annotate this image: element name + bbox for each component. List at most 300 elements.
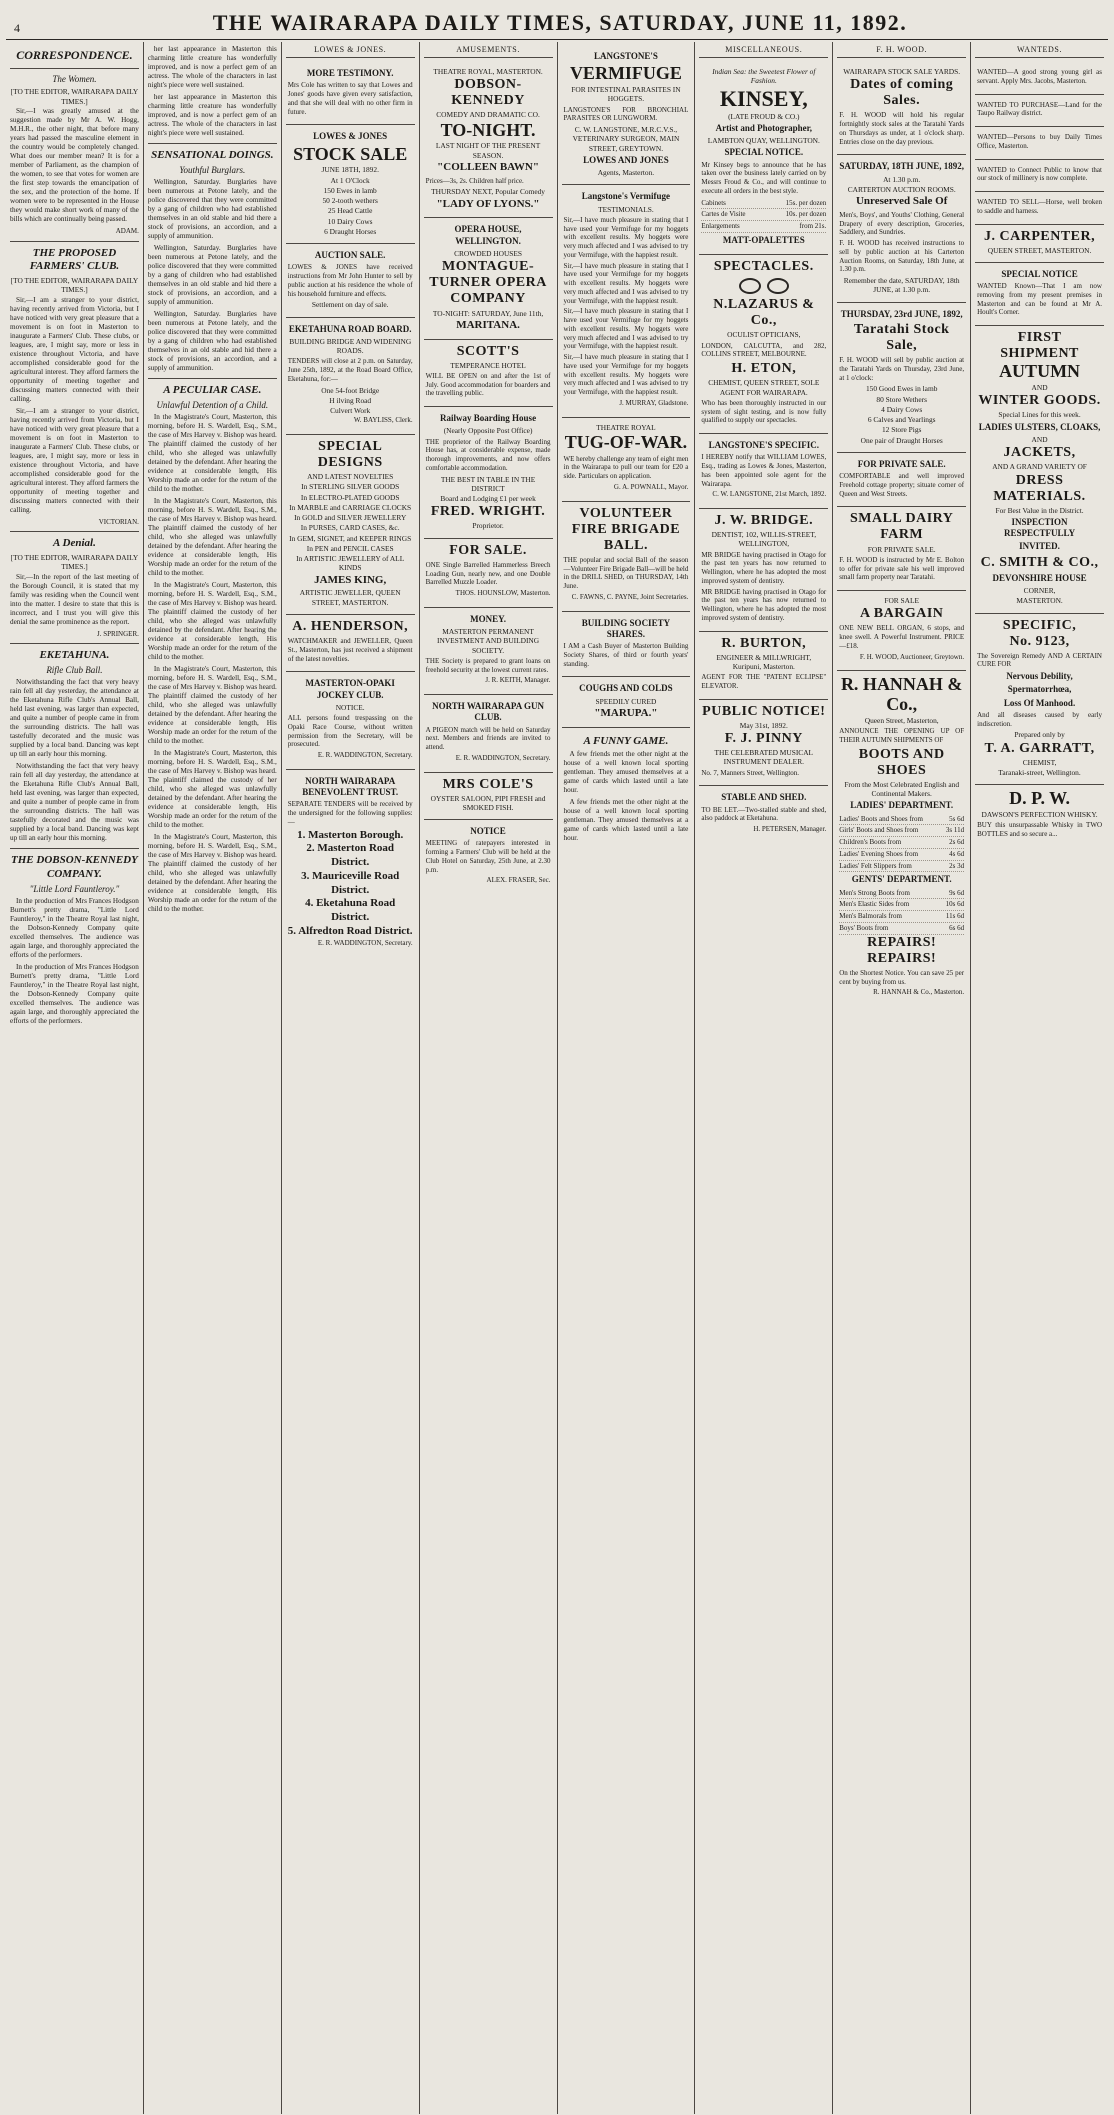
play-title: "COLLEEN BAWN" bbox=[437, 160, 539, 173]
article-body-cont-2: In the Magistrate's Court, Masterton, this morning, before H. S. Wardell, Esq., S.M., the case of Mrs Harvey v. Bishop was heard. The plaintiff claimed the custody of her child, who she alleged was unlawfully detained by the defendant. After hearing the evidence at considerable length, His Worship made an order for the return of the child to the mother. bbox=[147, 581, 277, 661]
ad-title: MRS COLE'S bbox=[442, 776, 534, 792]
ad-subtitle: FOR PRIVATE SALE. bbox=[867, 544, 936, 554]
ad-brand: LANGSTONE'S bbox=[594, 51, 658, 61]
ad-subtitle: TESTIMONIALS. bbox=[598, 204, 654, 214]
ad-title: EKETAHUNA ROAD BOARD. bbox=[288, 323, 412, 334]
jewel-item: In ELECTRO-PLATED GOODS bbox=[300, 492, 400, 502]
ad-location: LAMBTON QUAY, WELLINGTON. bbox=[707, 136, 820, 146]
ad-body: BUY this unsurpassable Whisky in TWO BOTTLES and so secure a... bbox=[977, 821, 1102, 839]
ad-note-2: For Best Value in the District. bbox=[995, 505, 1084, 515]
ad-body: THE popular and social Ball of the season—Volunteer Fire Brigade Ball—will be held in the DRILL SHED, on THURSDAY, 14th June. bbox=[563, 555, 689, 591]
road-board-ad bbox=[286, 318, 415, 436]
dentist-ad bbox=[699, 509, 828, 632]
column-fh-wood bbox=[833, 42, 971, 2114]
column-wanteds bbox=[971, 42, 1108, 2114]
stock-item: 150 Good Ewes in lamb bbox=[865, 384, 938, 394]
ad-product: BOOTS AND SHOES bbox=[858, 746, 945, 778]
ad-body: THE proprietor of the Railway Boarding House has, at considerable expense, made thorough improvements, and now offers comfortable accommodation. bbox=[425, 437, 551, 472]
special-notice-ad bbox=[975, 263, 1104, 326]
ad-title: J. CARPENTER, bbox=[984, 228, 1096, 244]
vermifuge-testimonials bbox=[562, 185, 691, 417]
ad-title: SPECTACLES. bbox=[713, 259, 814, 275]
ad-invite-2: INVITED. bbox=[1019, 541, 1060, 552]
railway-boarding-ad bbox=[424, 407, 553, 539]
ad-time: At 1.30 p.m. bbox=[883, 174, 921, 184]
testimonial-body: Sir,—I have much pleasure in stating that I have used your Vermifuge for my hoggets with excellent results. My hoggets were very much affected and I was advised to try your Vermifuge, with the happiest result. bbox=[563, 215, 689, 259]
ailment: Spermatorrhœa, bbox=[1007, 684, 1072, 695]
ad-subtitle: NOTICE. bbox=[335, 702, 365, 712]
ad-title: NORTH WAIRARAPA BENEVOLENT TRUST. bbox=[302, 775, 399, 798]
ad-conjunction: AND bbox=[1031, 383, 1048, 393]
ad-title: MASTERTON-OPAKI JOCKEY CLUB. bbox=[305, 678, 395, 700]
ad-address: QUEEN STREET, MASTERTON. bbox=[987, 245, 1092, 255]
ad-conjunction-2: AND A GRAND VARIETY OF bbox=[992, 462, 1087, 472]
price-row: Men's Strong Boots from 9s 6d bbox=[839, 888, 964, 900]
jewel-item: In GOLD and SILVER JEWELLERY bbox=[294, 513, 407, 523]
fire-brigade-ad bbox=[562, 502, 691, 612]
ad-footer: MATT-OPALETTES bbox=[722, 234, 805, 245]
column-correspondence bbox=[6, 42, 144, 2114]
retailer-name: C. SMITH & CO., bbox=[980, 554, 1099, 570]
taratahi-sale-ad bbox=[837, 303, 966, 453]
optician-locations: LONDON, CALCUTTA, and 282, COLLINS STREET, MELBOURNE. bbox=[701, 341, 827, 359]
ad-title: Railway Boarding House bbox=[440, 413, 537, 424]
column-miscellaneous bbox=[695, 42, 833, 2114]
ad-date: THURSDAY, 23rd JUNE, 1892, bbox=[840, 308, 963, 319]
ad-date: JUNE 18TH, 1892. bbox=[321, 165, 379, 175]
optician-title: OCULIST OPTICIANS, bbox=[727, 330, 801, 340]
column-langstone bbox=[558, 42, 696, 2114]
ad-title: SCOTT'S bbox=[456, 343, 520, 359]
ad-subtitle: FOR INTESTINAL PARASITES IN HOGGETS. bbox=[571, 85, 681, 104]
ad-title: Taratahi Stock Sale, bbox=[853, 321, 950, 354]
agent-name: H. ETON, bbox=[731, 361, 797, 377]
ad-venue: THEATRE ROYAL bbox=[596, 422, 656, 432]
ad-venue: OPERA HOUSE, WELLINGTON. bbox=[454, 224, 522, 246]
meeting-notice bbox=[424, 820, 553, 894]
organ-sale-ad bbox=[837, 591, 966, 671]
ad-items: Men's, Boys', and Youths' Clothing, General Drapery of every description, Groceries, Saddlery, and Sundries. bbox=[839, 210, 965, 237]
article-address: [TO THE EDITOR, WAIRARAPA DAILY TIMES.] bbox=[10, 553, 139, 572]
ad-title: SPECIAL DESIGNS bbox=[317, 439, 383, 471]
jewel-item: In MARBLE and CARRIAGE CLOCKS bbox=[289, 502, 412, 512]
vermifuge-ad bbox=[562, 45, 691, 185]
ad-title: VERMIFUGE bbox=[569, 63, 682, 84]
wanted-ad: WANTED—Persons to buy Daily Times Office, Masterton. bbox=[975, 127, 1104, 160]
ad-note: LAST NIGHT OF THE PRESENT SEASON. bbox=[435, 141, 541, 160]
stock-sale-ad bbox=[286, 125, 415, 244]
ad-signature: W. BAYLISS, Clerk. bbox=[353, 416, 413, 425]
retailer-house: DEVONSHIRE HOUSE bbox=[992, 572, 1087, 583]
ad-subtitle: (Nearly Opposite Post Office) bbox=[443, 426, 533, 436]
ad-title: A. HENDERSON, bbox=[292, 618, 409, 634]
ad-subtitle: MASTERTON PERMANENT INVESTMENT AND BUILDING SOCIETY. bbox=[437, 627, 540, 655]
jockey-club-ad bbox=[286, 672, 415, 770]
dept-title: GENTS' DEPARTMENT. bbox=[851, 874, 952, 885]
building-shares-ad bbox=[562, 612, 691, 678]
tender-district: 5. Alfredton Road District. bbox=[287, 924, 413, 937]
agent-title: CHEMIST, QUEEN STREET, SOLE AGENT FOR WAIRARAPA. bbox=[708, 378, 820, 397]
ad-next: THURSDAY NEXT, Popular Comedy bbox=[431, 187, 545, 197]
testimonial-body-3: Sir,—I have much pleasure in stating that I have used your Vermifuge for my hoggets with excellent results. My hoggets were very much affected and I was advised to try your Vermifuge, with the happiest result. bbox=[563, 307, 689, 351]
article-body: A few friends met the other night at the house of a well known local sporting gentleman. They amused themselves at a game of cards which lasted until a late hour. bbox=[563, 750, 689, 795]
ad-title: MONEY. bbox=[470, 613, 507, 624]
ad-title: MONTAGUE-TURNER OPERA COMPANY bbox=[429, 259, 547, 307]
ad-title: COUGHS AND COLDS bbox=[579, 683, 673, 694]
agents-location: Agents, Masterton. bbox=[597, 168, 655, 178]
stock-item: 4 Dairy Cows bbox=[881, 404, 923, 414]
ad-body: F. H. WOOD will sell by public auction at the Taratahi Yards on Thursday, 23rd June, at 1 o'clock: bbox=[839, 356, 965, 382]
wanted-ad: WANTED to Connect Public to know that our stock of millinery is now complete. bbox=[975, 160, 1104, 193]
ad-body: TO BE LET.—Two-stalled stable and shed, also paddock at Eketahuna. bbox=[701, 805, 827, 823]
ad-signature: E. R. WADDINGTON, Secretary. bbox=[317, 938, 413, 947]
ad-body: I HEREBY notify that WILLIAM LOWES, Esq., trading as Lowes & Jones, Masterton, has been appointed sole agent for the Wairarapa. bbox=[701, 453, 827, 488]
tender-district: 2. Masterton Road District. bbox=[306, 842, 395, 869]
ad-title: A BARGAIN bbox=[859, 606, 944, 622]
article-body: In the Magistrate's Court, Masterton, this morning, before H. S. Wardell, Esq., S.M., the case of Mrs Harvey v. Bishop was heard. The plaintiff claimed the custody of her child, who she alleged was unlawfully detained by the defendant. After hearing the evidence at considerable length, His Worship made an order for the return of the child to the mother. bbox=[147, 413, 277, 493]
ad-subtitle: OYSTER SALOON, PIPI FRESH and SMOKED FISH. bbox=[430, 793, 546, 812]
article-body-cont: Wellington, Saturday. Burglaries have been numerous at Petone lately, and the police discovered that they were committed by a gang of children who had established themselves in an old stable and hid there a stock of provisions, an accordion, and a supply of ammunition. bbox=[147, 244, 277, 306]
ad-title: SPECIFIC, bbox=[1002, 617, 1077, 633]
sale-yards-ad bbox=[837, 62, 966, 155]
ad-title: AUCTION SALE. bbox=[314, 250, 386, 261]
article-body-cont: A few friends met the other night at the house of a well known local sporting gentleman. They amused themselves at a game of cards which lasted until a late hour. bbox=[563, 798, 689, 843]
ad-note: THE BEST IN TABLE IN THE DISTRICT bbox=[440, 474, 536, 493]
kinsey-ad bbox=[699, 62, 828, 255]
stock-item: 50 2-tooth wethers bbox=[322, 196, 378, 206]
ad-tonight: TO-NIGHT. bbox=[440, 119, 536, 140]
gun-sale-ad bbox=[424, 539, 553, 608]
ad-product-3: DRESS MATERIALS. bbox=[993, 472, 1086, 504]
ailment: Nervous Debility, bbox=[1006, 671, 1073, 682]
price-row: Ladies' Evening Shoes from 4s 6d bbox=[839, 849, 964, 861]
ad-body: Who has been thoroughly instructed in our system of sight testing, and is now fully qualified to supply our spectacles. bbox=[701, 398, 827, 425]
specific-remedy-ad bbox=[975, 614, 1104, 786]
ailment: Loss Of Manhood. bbox=[1003, 697, 1076, 708]
proprietor-name: FRED. WRIGHT. bbox=[430, 504, 546, 520]
tender-district: 4. Eketahuna Road District. bbox=[305, 897, 396, 924]
agents-name: LOWES AND JONES bbox=[583, 154, 669, 165]
ad-signature: F. H. WOOD, Auctioneer, Greytown. bbox=[859, 652, 965, 661]
tug-of-war-ad bbox=[562, 418, 691, 502]
price-row: Children's Boots from 2s 6d bbox=[839, 837, 964, 849]
price-row: Girls' Boots and Shoes from 3s 11d bbox=[839, 825, 964, 837]
article-address: [TO THE EDITOR, WAIRARAPA DAILY TIMES.] bbox=[10, 87, 139, 106]
testimonial-signature: J. MURRAY, Gladstone. bbox=[619, 398, 689, 407]
theatre-ad bbox=[424, 62, 553, 218]
ad-signature: THOS. HOUNSLOW, Masterton. bbox=[455, 589, 551, 598]
ad-body: MR BRIDGE having practised in Otago for the past ten years has now returned to Wellington, where he has adopted the most improved system of dentistry. bbox=[701, 550, 827, 585]
opera-title: MARITANA. bbox=[456, 318, 520, 331]
tender-district: 1. Masterton Borough. bbox=[297, 828, 404, 841]
ad-trade: Artist and Photographer, bbox=[715, 122, 813, 133]
scotts-hotel-ad bbox=[424, 340, 553, 408]
ad-body: Mr Kinsey begs to announce that he has taken over the business lately carried on by Messrs Froud & Co., and will continue to execute all orders in the best style. bbox=[701, 160, 827, 195]
auction-sale-ad bbox=[286, 244, 415, 318]
stock-item: 12 Store Pigs bbox=[881, 425, 922, 435]
ad-title: NORTH WAIRARAPA GUN CLUB. bbox=[432, 701, 544, 723]
optician-name: N.LAZARUS & Co., bbox=[713, 297, 815, 329]
ad-body: SEPARATE TENDERS will be received by the undersigned for the following supplies:— bbox=[287, 800, 413, 826]
dairy-farm-ad bbox=[837, 507, 966, 591]
price-row: Men's Balmorals from 11s 6d bbox=[839, 911, 964, 923]
chemist-title: CHEMIST, bbox=[1022, 757, 1057, 767]
coughs-ad bbox=[562, 677, 691, 727]
article-body-cont: Sir,—I am a stranger to your district, having recently arrived from Victoria, but I have noticed with very great pleasure that a movement is on foot in Masterton to inaugurate a Farmers' Club. These clubs, or leagues, are, I might say, more or less in existence throughout Victoria, and have accomplished considerable good for the agricultural interest. They afford farmers the opportunity of meeting together and discussing matters connected with their calling. bbox=[10, 406, 139, 514]
ad-rate: Board and Lodging £1 per week bbox=[440, 494, 536, 504]
ad-title: SPECIAL NOTICE bbox=[1001, 268, 1078, 279]
price-row: Ladies' Felt Slippers from 2s 3d bbox=[839, 861, 964, 873]
ad-body: I AM a Cash Buyer of Masterton Building Society Shares, of third or fourth years' standing. bbox=[563, 642, 689, 668]
ad-signature: G. A. POWNALL, Mayor. bbox=[613, 482, 689, 491]
retailer-corner: CORNER, bbox=[1023, 586, 1056, 596]
article-body-cont: In the Magistrate's Court, Masterton, this morning, before H. S. Wardell, Esq., S.M., the case of Mrs Harvey v. Bishop was heard. The plaintiff claimed the custody of her child, who she alleged was unlawfully detained by the defendant. After hearing the evidence at considerable length, His Worship made an order for the return of the child to the mother. bbox=[147, 497, 277, 577]
hannah-ad bbox=[837, 671, 966, 1006]
article-title: A FUNNY GAME. bbox=[583, 734, 669, 747]
henderson-ad bbox=[286, 615, 415, 672]
ad-headline: FIRST SHIPMENT bbox=[1000, 330, 1079, 362]
article-body: Sir,—In the report of the last meeting of the Borough Council, it is stated that my family was residing when the Council went into the matter. I desire to state that this is incorrect, and I trust you will give this denial the same prominence as the report. bbox=[10, 572, 139, 626]
ad-body: AGENT FOR THE "PATENT ECLIPSE" ELEVATOR. bbox=[701, 673, 827, 690]
funny-game-article bbox=[562, 728, 691, 853]
article-signature: ADAM. bbox=[115, 226, 139, 235]
article-body: Wellington, Saturday. Burglaries have been numerous at Petone lately, and the police discovered that they were committed by a gang of children who had established themselves in an old stable and hid there a stock of provisions, an accordion, and a supply of ammunition. bbox=[147, 178, 277, 240]
ad-signature: C. W. LANGSTONE, M.R.C.V.S., VETERINARY SURGEON, MAIN STREET, GREYTOWN. bbox=[572, 125, 680, 153]
jewel-item: In ARTISTIC JEWELLERY of ALL KINDS bbox=[296, 554, 405, 573]
ad-subtitle: AND LATEST NOVELTIES bbox=[307, 472, 394, 482]
ad-title: J. W. BRIDGE. bbox=[714, 513, 814, 529]
ad-season-2: WINTER GOODS. bbox=[978, 393, 1101, 409]
ad-product-sub: From the Most Celebrated English and Continental Makers. bbox=[844, 779, 960, 799]
jeweller-name: JAMES KING, bbox=[314, 573, 387, 586]
price-row: Ladies' Boots and Shoes from 5s 6d bbox=[839, 814, 964, 826]
ad-signature: H. PETERSEN, Manager. bbox=[753, 825, 827, 834]
jewel-item: In PURSES, CARD CASES, &c. bbox=[300, 523, 400, 533]
jewel-item: In PEN and PENCIL CASES bbox=[306, 543, 394, 553]
winter-goods-ad bbox=[975, 326, 1104, 613]
ad-body: WE hereby challenge any team of eight men in the Wairarapa to pull our team for £20 a side. Particulars on application. bbox=[563, 454, 689, 481]
ad-body: COMFORTABLE and well improved Freehold cottage property; situate corner of Queen and West Streets. bbox=[839, 472, 965, 498]
column-heading: F. H. WOOD. bbox=[837, 45, 966, 58]
article-body-cont: In the production of Mrs Frances Hodgson Burnett's pretty drama, "Little Lord Fauntleroy," in the Theatre Royal last night, the Dobson-Kennedy Company quite excelled themselves. The audience was again large, and thoroughly appreciated the efforts of the performers. bbox=[10, 963, 139, 1025]
ad-notice-title: SPECIAL NOTICE. bbox=[724, 147, 804, 158]
price-row: Boys' Boots from 6s 6d bbox=[839, 923, 964, 935]
chemist-name: T. A. GARRATT, bbox=[984, 740, 1095, 756]
article-body-cont-2: Wellington, Saturday. Burglaries have been numerous at Petone lately, and the police discovered that they were committed by a gang of children who had established themselves in an old stable and hid there a stock of provisions, an accordion, and a supply of ammunition. bbox=[147, 310, 277, 372]
article-subtitle: Rifle Club Ball. bbox=[46, 665, 103, 675]
column-heading: MISCELLANEOUS. bbox=[699, 45, 828, 58]
article-body: Sir,—I was greatly amused at the suggestion made by Mr A. W. Hogg, M.H.R., the other night, that before many years had passed the masculine element in the country would be completely changed. What does our member mean? It is for a member of Parliament, as the champion of the women, to see that votes for women are the first step towards the emancipation of the sex, and the protection of the home. If women were to be represented in the House they would make short work of many of the bills which are continually being passed. bbox=[10, 106, 139, 223]
ad-body: F. H. WOOD has received instructions to sell by public auction at his Carterton Auction Rooms, on Saturday, 18th June, at 1.30 p.m. bbox=[839, 239, 965, 274]
ad-title: R. HANNAH & Co., bbox=[840, 674, 963, 715]
spectacles-icon bbox=[701, 278, 826, 294]
ad-signature: E. R. WADDINGTON, Secretary. bbox=[455, 753, 551, 762]
private-sale-ad bbox=[837, 453, 966, 508]
ad-body-2: And all diseases caused by early indiscretion. bbox=[977, 710, 1102, 728]
ad-body: WATCHMAKER and JEWELLER, Queen St., Masterton, has just received a shipment of the latest novelties. bbox=[287, 637, 413, 663]
article-body: her last appearance in Masterton this charming little creature has wonderfully improved, and is now a perfect gem of an actress. The whole of the characters in last night's piece were well sustained. bbox=[147, 45, 277, 89]
ad-signature: J. R. KEITH, Manager. bbox=[485, 676, 551, 685]
price-row: Cabinets 15s. per dozen bbox=[701, 198, 826, 210]
article-body-cont: Notwithstanding the fact that very heavy rain fell all day yesterday, the attendance at the Eketahuna Rifle Club's Annual Ball, held last evening, was larger than expected, and quite a number of people came in from the surrounding districts. The hall was tastefully decorated and the music was supplied by a local band. Dancing was kept up till an early hour this morning. bbox=[10, 762, 139, 843]
whisky-ad bbox=[975, 785, 1104, 847]
ad-subtitle: SPEEDILY CURED bbox=[595, 696, 657, 706]
ad-body: Mrs Cole has written to say that Lowes and Jones' goods have given every satisfaction, and that she will deal with no other firm in future. bbox=[287, 81, 413, 116]
dept-title: LADIES' DEPARTMENT. bbox=[850, 800, 954, 811]
stock-item: 25 Head Cattle bbox=[328, 206, 373, 216]
column-amusements bbox=[420, 42, 558, 2114]
price-row: Cartes de Visite 10s. per dozen bbox=[701, 209, 826, 221]
article-title: A Denial. bbox=[53, 537, 96, 550]
stock-item: One pair of Draught Horses bbox=[860, 435, 943, 445]
ad-prepared: Prepared only by bbox=[1014, 730, 1065, 740]
ad-note: CROWDED HOUSES bbox=[454, 248, 523, 258]
tender-item: One 54-foot Bridge bbox=[321, 385, 380, 395]
tender-item: Culvert Work bbox=[330, 406, 371, 416]
article-body-cont-3: In the Magistrate's Court, Masterton, this morning, before H. S. Wardell, Esq., S.M., the case of Mrs Harvey v. Bishop was heard. The plaintiff claimed the custody of her child, who she alleged was unlawfully detained by the defendant. After hearing the evidence at considerable length, His Worship made an order for the return of the child to the mother. bbox=[147, 665, 277, 745]
article-title: THE DOBSON-KENNEDY COMPANY. bbox=[11, 854, 138, 880]
ad-title: MORE TESTIMONY. bbox=[306, 68, 394, 78]
article-body: Sir,—I am a stranger to your district, having recently arrived from Victoria, but I have noticed with very great pleasure that a movement is on foot in Masterton to inaugurate a Farmers' Club. These clubs, or leagues, are, I might say, more or less in existence throughout Victoria, and have accomplished considerable good for the agricultural interest. They afford farmers the opportunity of meeting together and discussing matters connected with their calling. bbox=[10, 295, 139, 403]
article-signature: J. SPRINGER. bbox=[97, 629, 139, 638]
carterton-sale-ad bbox=[837, 155, 966, 302]
article-body-cont: her last appearance in Masterton this charming little creature has wonderfully improved, and is now a perfect gem of an actress. The whole of the characters in last night's piece were well sustained. bbox=[147, 93, 277, 137]
ad-title: Dates of coming Sales. bbox=[850, 77, 954, 109]
ad-title: PUBLIC NOTICE! bbox=[702, 703, 826, 719]
article-body-cont-4: In the Magistrate's Court, Masterton, this morning, before H. S. Wardell, Esq., S.M., the case of Mrs Harvey v. Bishop was heard. The plaintiff claimed the custody of her child, who she alleged was unlawfully detained by the defendant. After hearing the evidence at considerable length, His Worship made an order for the return of the child to the mother. bbox=[147, 749, 277, 829]
tender-item: H ilving Road bbox=[329, 395, 372, 405]
spectacles-ad bbox=[699, 255, 828, 434]
benevolent-ad bbox=[286, 770, 415, 957]
column-heading: AMUSEMENTS. bbox=[424, 45, 553, 58]
ad-conjunction: AND bbox=[1031, 434, 1048, 444]
ad-body: LANGSTONE'S FOR BRONCHIAL PARASITES OR LUNGWORM. bbox=[563, 105, 689, 123]
column-heading: WANTEDS. bbox=[975, 45, 1104, 58]
ad-body: ANNOUNCE THE OPENING UP OF THEIR AUTUMN SHIPMENTS OF bbox=[839, 727, 965, 744]
page-number: 4 bbox=[14, 21, 20, 35]
stock-item: 6 Calves and Yearlings bbox=[867, 415, 936, 425]
ad-title: Unreserved Sale Of bbox=[855, 195, 948, 208]
article-title: SENSATIONAL DOINGS. bbox=[151, 149, 274, 161]
ad-body: LOWES & JONES have received instructions from Mr John Hunter to sell by public auction at his residence the whole of his household furniture and effects. bbox=[287, 263, 413, 298]
ad-title: Langstone's Vermifuge bbox=[581, 191, 671, 202]
jewel-item: In GEM, SIGNET, and KEEPER RINGS bbox=[289, 533, 412, 543]
stable-ad bbox=[699, 786, 828, 843]
ad-title: VOLUNTEER FIRE BRIGADE BALL. bbox=[571, 505, 681, 553]
oyster-saloon-ad bbox=[424, 773, 553, 821]
article-body: Notwithstanding the fact that very heavy rain fell all day yesterday, the attendance at the Eketahuna Rifle Club's Annual Ball, held last evening, was larger than expected, and quite a number of people came in from the surrounding districts. The hall was tastefully decorated and the music was supplied by a local band. Dancing was kept up till an early hour this morning. bbox=[10, 678, 139, 759]
testimonial-body-2: Sir,—I have much pleasure in stating that I have used your Vermifuge for my hoggets with excellent results. My hoggets were very much affected and I was advised to try your Vermifuge, with the happiest result. bbox=[563, 261, 689, 305]
ad-kicker: FOR SALE bbox=[884, 596, 920, 606]
ad-title: TUG-OF-WAR. bbox=[564, 431, 688, 452]
wanted-ad: WANTED—A good strong young girl as servant. Apply Mrs. Jacobs, Masterton. bbox=[975, 62, 1104, 95]
column-news bbox=[144, 42, 282, 2114]
ad-body: F. H. WOOD is instructed by Mr E. Bolton to offer for private sale his well improved small farm property near Taratahi. bbox=[839, 555, 965, 582]
chemist-address: Taranaki-street, Wellington. bbox=[998, 768, 1081, 778]
article-title: The Women. bbox=[52, 74, 97, 84]
ad-signature: C. FAWNS, C. PAYNE, Joint Secretaries. bbox=[571, 592, 689, 601]
ad-title: FOR PRIVATE SALE. bbox=[857, 458, 946, 469]
column-heading: LOWES & JONES. bbox=[286, 45, 415, 58]
wanted-ad: WANTED TO PURCHASE—Land for the Taupo Railway district. bbox=[975, 95, 1104, 128]
dealer-name: F. J. PINNY bbox=[724, 731, 803, 747]
stock-item: 80 Store Wethers bbox=[876, 394, 927, 404]
ad-subtitle: ENGINEER & MILLWRIGHT, Kuripuni, Masterton. bbox=[716, 652, 812, 671]
testimony-notice bbox=[286, 62, 415, 125]
repairs-title: REPAIRS! REPAIRS! bbox=[867, 934, 937, 966]
ad-tagline: Indian Sea: the Sweetest Flower of Fashion. bbox=[712, 67, 816, 86]
ad-heading: WAIRARAPA STOCK SALE YARDS. bbox=[843, 67, 961, 76]
ad-body: WANTED Known—That I am now removing from my present premises in Masterton and can be found at Mr A. Hoult's Corner. bbox=[977, 282, 1102, 317]
carpenter-ad bbox=[975, 225, 1104, 263]
ad-title: SMALL DAIRY FARM bbox=[849, 511, 954, 543]
ad-note: Settlement on day of sale. bbox=[311, 300, 389, 310]
ad-body: TENDERS will close at 2 p.m. on Saturday, June 25th, 1892, at the Road Board Office, Eketahuna, for:— bbox=[287, 357, 413, 383]
ad-date: SATURDAY, 18TH JUNE, 1892, bbox=[839, 161, 965, 172]
ad-title: R. BURTON, bbox=[721, 635, 807, 651]
ad-body: THE Society is prepared to grant loans on freehold security at the lowest current rates. bbox=[425, 656, 551, 674]
ad-time: At 1 O'Clock bbox=[330, 175, 370, 185]
remedy-name: "MARUPA." bbox=[594, 706, 658, 719]
ad-body: The Sovereign Remedy AND A CERTAIN CURE FOR bbox=[977, 651, 1102, 669]
testimonial-body-4: Sir,—I have much pleasure in stating that I have used your Vermifuge for my hoggets with excellent results. My hoggets were very much affected and I was advised to try your Vermifuge, with the happiest result. bbox=[563, 353, 689, 397]
ad-title: KINSEY, bbox=[719, 85, 808, 111]
ad-subtitle: (LATE FROUD & CO.) bbox=[728, 111, 800, 121]
masthead bbox=[6, 6, 1108, 40]
gun-club-ad bbox=[424, 695, 553, 773]
ad-body: MEETING of ratepayers interested in forming a Farmers' Club will be held at the Club Hotel on Saturday, 25th June, at 2.30 p.m. bbox=[425, 839, 551, 874]
ad-title: D. P. W. bbox=[1009, 788, 1070, 809]
ad-season: AUTUMN bbox=[999, 361, 1081, 382]
jewel-item: In STERLING SILVER GOODS bbox=[301, 482, 400, 492]
ad-date: May 31st, 1892. bbox=[739, 720, 788, 730]
ad-invite: INSPECTION RESPECTFULLY bbox=[1003, 516, 1076, 539]
article-title: THE PROPOSED FARMERS' CLUB. bbox=[29, 246, 120, 273]
ad-title: BUILDING SOCIETY SHARES. bbox=[581, 617, 671, 639]
article-body: In the production of Mrs Frances Hodgson Burnett's pretty drama, "Little Lord Fauntleroy," in the Theatre Royal last night, the Dobson-Kennedy Company quite excelled themselves. The audience was again large, and thoroughly appreciated the efforts of the performers. bbox=[10, 897, 139, 959]
retailer-town: MASTERTON. bbox=[1016, 596, 1063, 606]
ad-title: STABLE AND SHED. bbox=[721, 792, 807, 803]
ad-body: ONE Single Barrelled Hammerless Breech Loading Gun, nearly new, and one Double Barrelled Muzzle Loader. bbox=[425, 560, 551, 587]
article-subtitle: Unlawful Detention of a Child. bbox=[156, 399, 269, 410]
ad-subtitle: BUILDING BRIDGE AND WIDENING ROADS. bbox=[289, 336, 412, 356]
article-subtitle: Youthful Burglars. bbox=[179, 164, 246, 175]
ad-body: A PIGEON match will be held on Saturday next. Members and friends are invited to attend. bbox=[425, 725, 551, 752]
proprietor-title: Proprietor. bbox=[472, 521, 504, 531]
price-row: Men's Elastic Sides from 10s 6d bbox=[839, 899, 964, 911]
ad-body: F. H. WOOD will hold his regular fortnightly stock sales at the Taratahi Yards on Thursdays as under, at 1 o'clock sharp. Entries close on the day previous. bbox=[839, 111, 965, 146]
jeweller-address: ARTISTIC JEWELLER, QUEEN STREET, MASTERTON. bbox=[299, 588, 401, 607]
tender-district: 3. Mauriceville Road District. bbox=[301, 869, 400, 896]
ad-subtitle: DAWSON'S PERFECTION WHISKY. bbox=[981, 810, 1098, 820]
jeweller-ad bbox=[286, 435, 415, 615]
ad-note: Special Lines for this week. bbox=[998, 410, 1081, 420]
ad-body: ONE NEW BELL ORGAN, 6 stops, and knee swell. A Powerful Instrument. PRICE—£18. bbox=[839, 624, 965, 650]
ad-body: WILL BE OPEN on and after the 1st of July. Good accommodation for boarders and the travelling public. bbox=[425, 371, 551, 398]
stock-item: 10 Dairy Cows bbox=[327, 216, 373, 226]
ad-signature: E. R. WADDINGTON, Secretary. bbox=[317, 751, 413, 760]
stock-item: 150 Ewes in lamb bbox=[323, 185, 377, 195]
article-signature: VICTORIAN. bbox=[98, 517, 139, 526]
article-title: EKETAHUNA. bbox=[39, 649, 110, 662]
ad-signature: R. HANNAH & Co., Masterton. bbox=[873, 988, 965, 997]
ad-title: STOCK SALE bbox=[293, 143, 408, 164]
ad-title: FOR SALE. bbox=[449, 542, 527, 558]
opera-ad bbox=[424, 218, 553, 339]
ad-product-2: JACKETS, bbox=[1003, 445, 1076, 461]
ad-signature: ALEX. FRASER, Sec. bbox=[486, 876, 551, 885]
public-notice-ad bbox=[699, 700, 828, 787]
